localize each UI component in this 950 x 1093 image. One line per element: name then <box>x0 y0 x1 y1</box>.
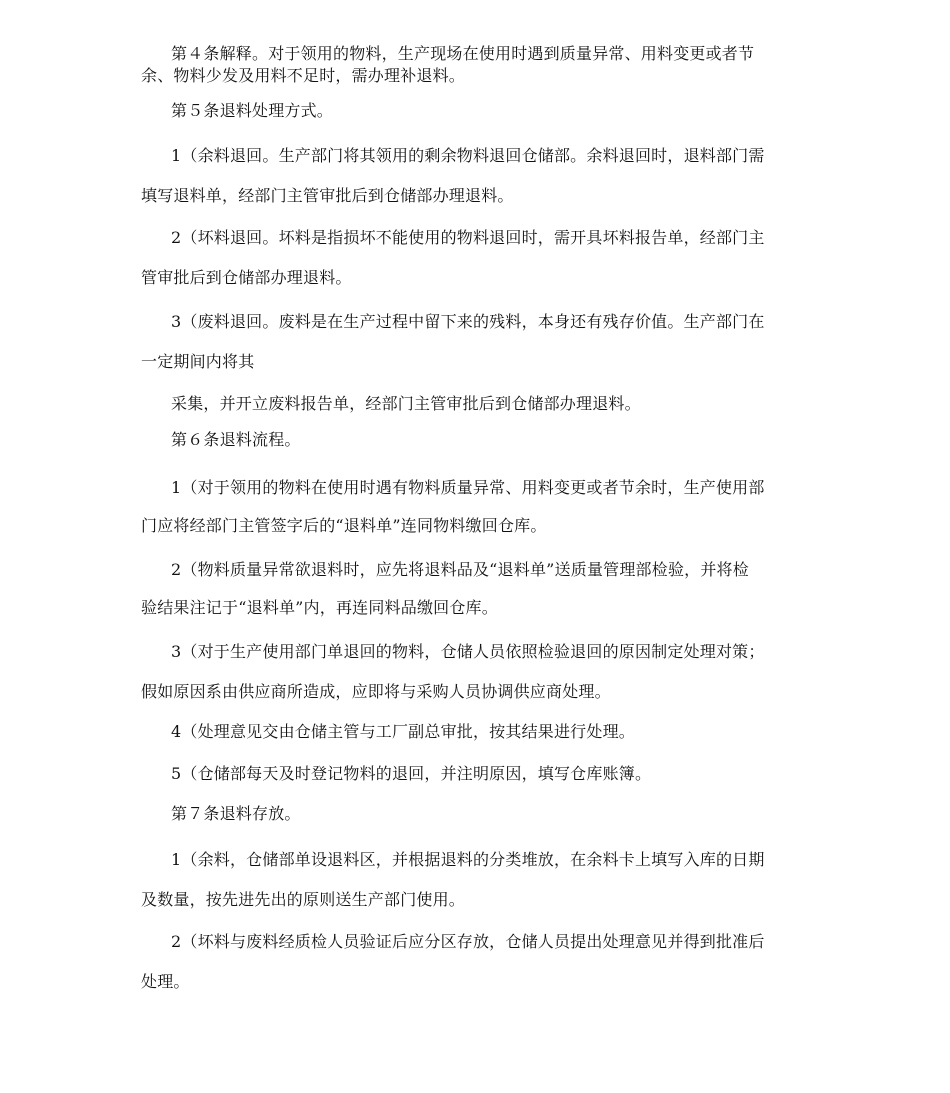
text-line: 门应将经部门主管签字后的“退料单”连同物料缴回仓库。 <box>141 516 547 535</box>
text-line: 3（废料退回。废料是在生产过程中留下来的残料，本身还有残存价值。生产部门在 <box>171 312 765 331</box>
text-line: 1（余料，仓储部单设退料区，并根据退料的分类堆放，在余料卡上填写入库的日期 <box>171 850 765 869</box>
text-line: 3（对于生产使用部门单退回的物料，仓储人员依照检验退回的原因制定处理对策； <box>171 642 765 661</box>
text-line: 填写退料单，经部门主管审批后到仓储部办理退料。 <box>141 186 514 205</box>
section-heading: 第５条退料处理方式。 <box>171 101 334 120</box>
section-heading: 第６条退料流程。 <box>171 430 301 449</box>
text-line: 验结果注记于“退料单”内，再连同料品缴回仓库。 <box>141 598 498 617</box>
text-line: 2（坏料与废料经质检人员验证后应分区存放，仓储人员提出处理意见并得到批准后 <box>171 932 765 951</box>
text-line: 2（坏料退回。坏料是指损坏不能使用的物料退回时，需开具坏料报告单，经部门主 <box>171 228 765 247</box>
text-line: 管审批后到仓储部办理退料。 <box>141 268 352 287</box>
text-line: 第４条解释。对于领用的物料，生产现场在使用时遇到质量异常、用料变更或者节 <box>171 44 755 63</box>
text-line: 1（对于领用的物料在使用时遇有物料质量异常、用料变更或者节余时，生产使用部 <box>171 478 765 497</box>
text-line: 1（余料退回。生产部门将其领用的剩余物料退回仓储部。余料退回时，退料部门需 <box>171 146 765 165</box>
text-line: 2（物料质量异常欲退料时，应先将退料品及“退料单”送质量管理部检验，并将检 <box>171 560 749 579</box>
text-line: 及数量，按先进先出的原则送生产部门使用。 <box>141 890 466 909</box>
text-line: 一定期间内将其 <box>141 352 255 371</box>
text-line: 处理。 <box>141 972 190 991</box>
section-heading: 第７条退料存放。 <box>171 804 301 823</box>
text-line: 余、物料少发及用料不足时，需办理补退料。 <box>141 66 466 85</box>
text-line: 假如原因系由供应商所造成，应即将与采购人员协调供应商处理。 <box>141 682 611 701</box>
text-line: 采集，并开立废料报告单，经部门主管审批后到仓储部办理退料。 <box>171 394 641 413</box>
text-line: 4（处理意见交由仓储主管与工厂副总审批，按其结果进行处理。 <box>171 722 635 741</box>
text-line: 5（仓储部每天及时登记物料的退回，并注明原因，填写仓库账簿。 <box>171 764 652 783</box>
